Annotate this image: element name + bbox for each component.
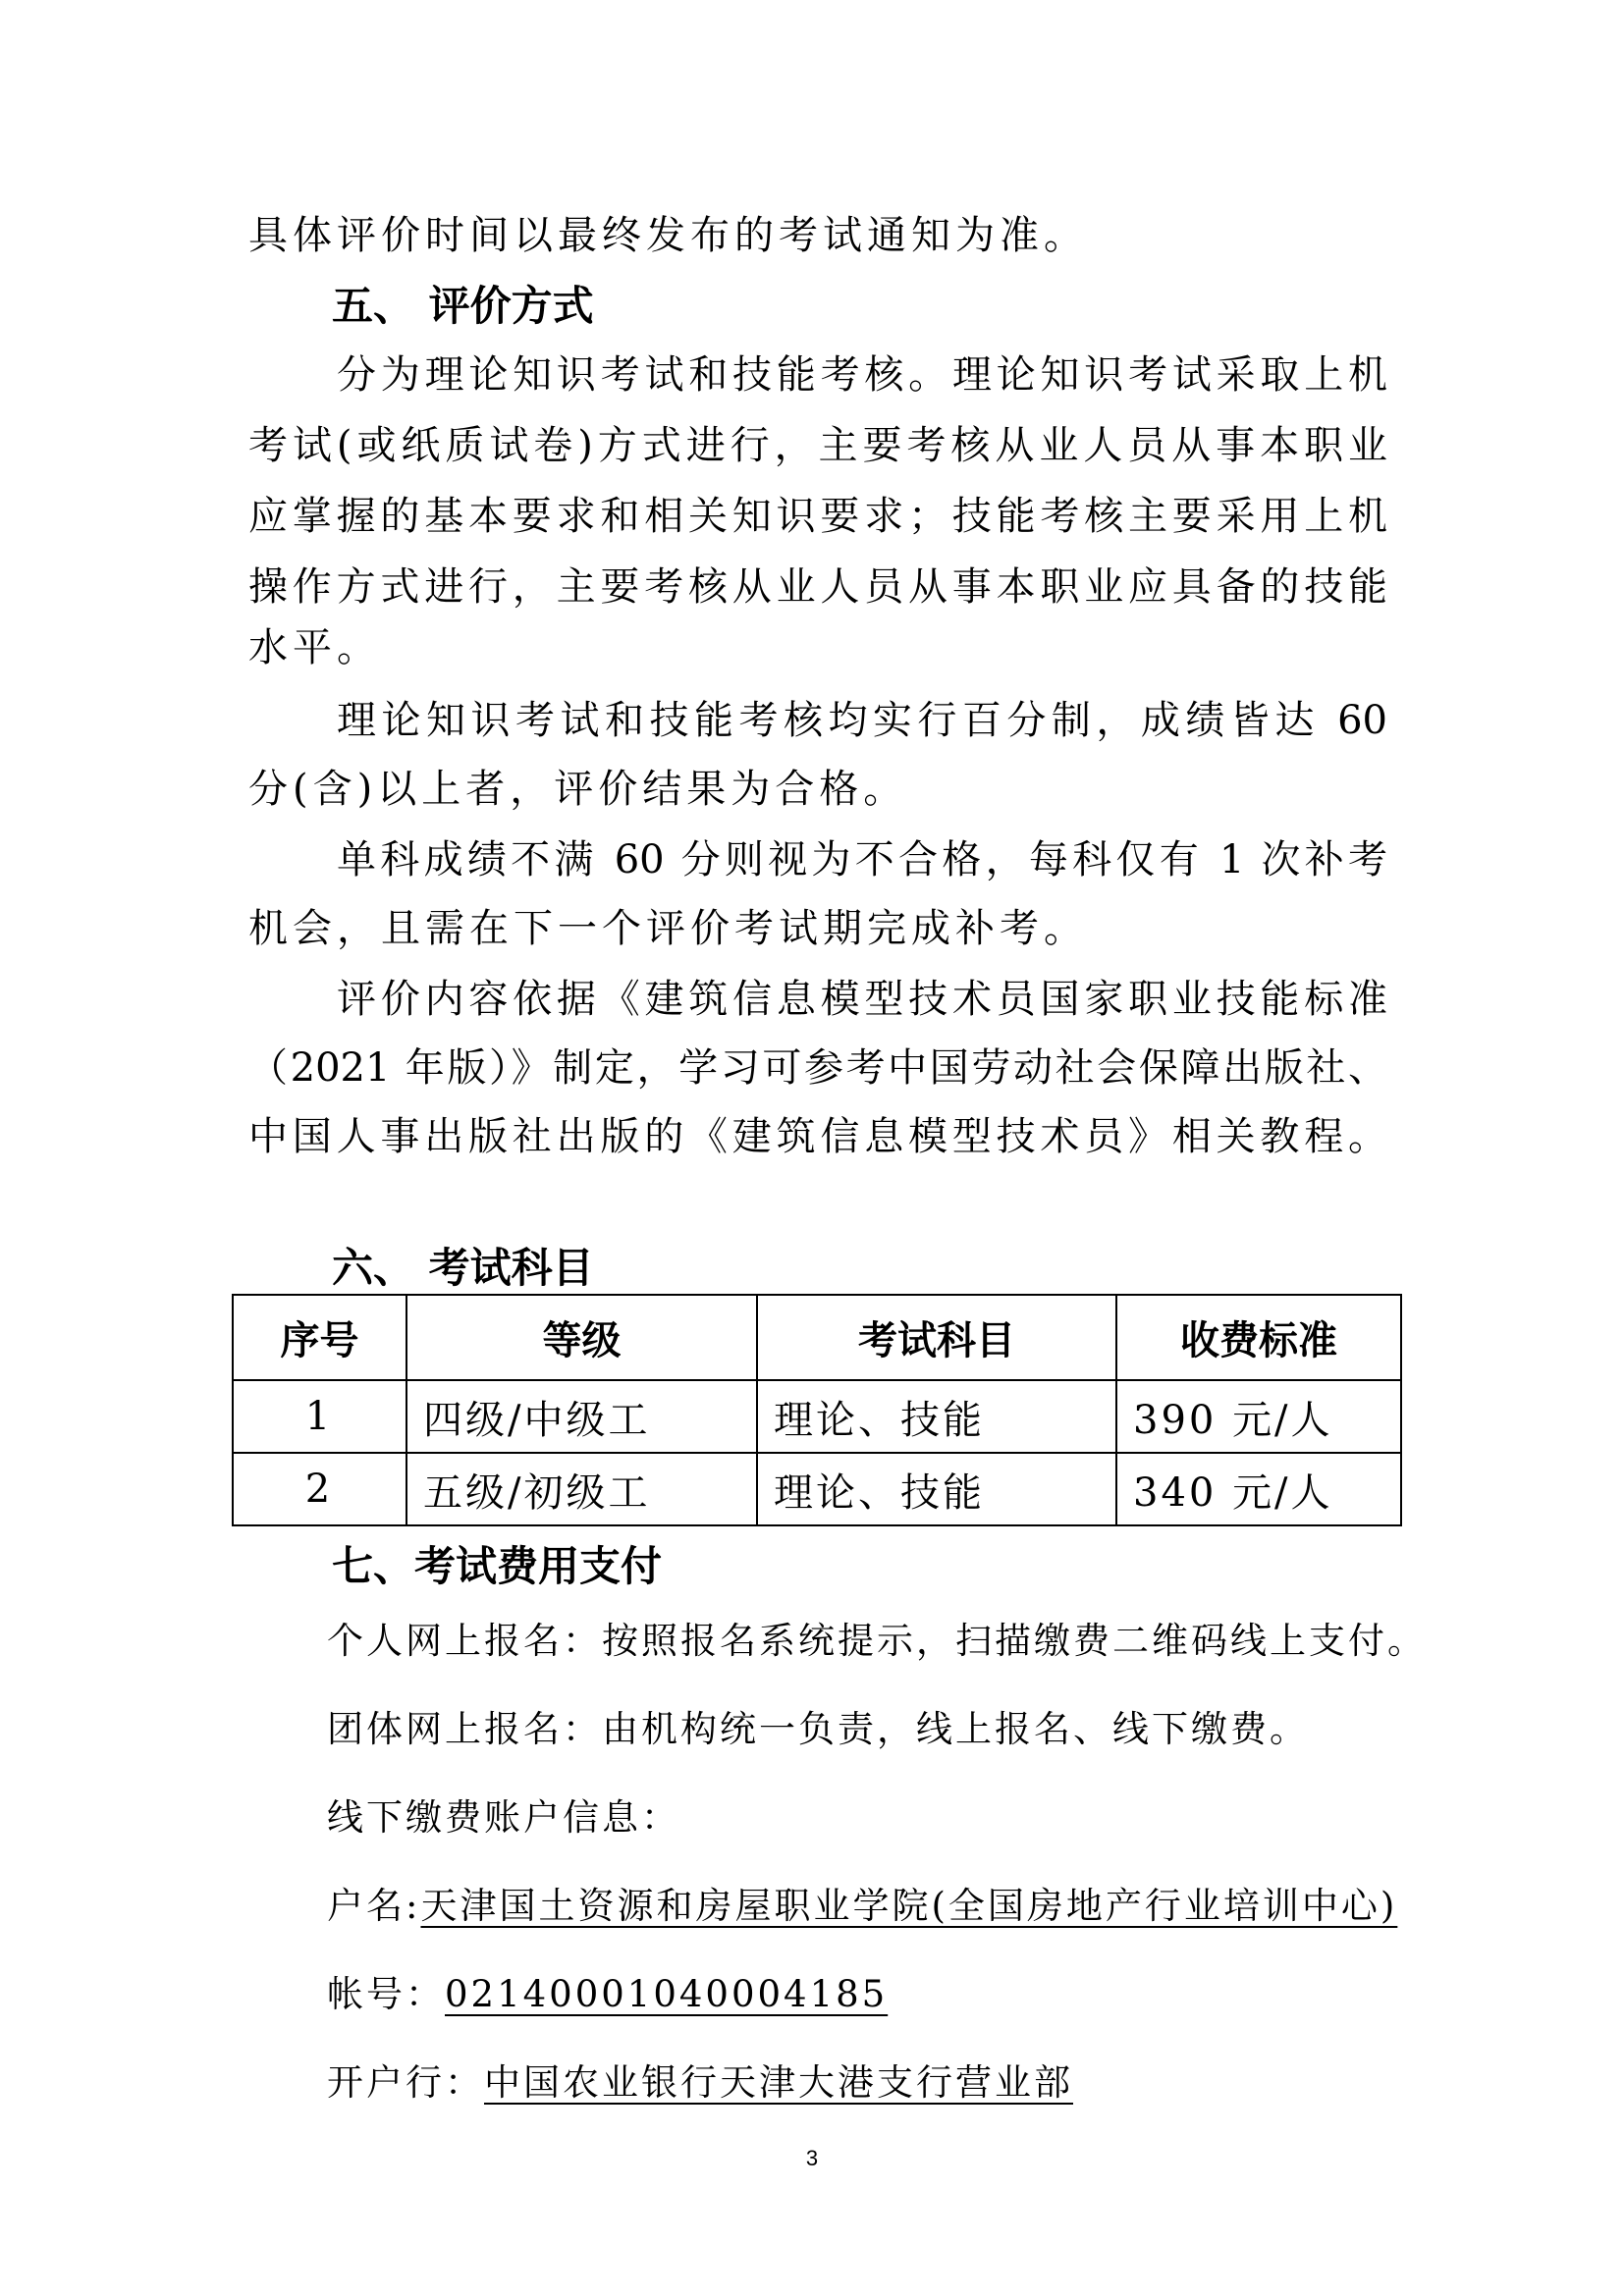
section5-para1-line1: 分为理论知识考试和技能考核。理论知识考试采取上机 <box>337 352 1387 398</box>
account-name-row <box>327 1877 1397 1936</box>
row-index: 1 <box>233 1380 406 1453</box>
row-subject: 理论、技能 <box>757 1453 1116 1525</box>
section5-para4-line3: 中国人事出版社出版的《建筑信息模型技术员》相关教程。 <box>248 1114 1387 1159</box>
section7-heading: 七、考试费用支付 <box>332 1542 663 1590</box>
bank-label: 开户行： <box>327 2061 484 2104</box>
bank-row <box>327 2054 1073 2112</box>
header-fee: 收费标准 <box>1116 1295 1401 1380</box>
intro-line: 具体评价时间以最终发布的考试通知为准。 <box>248 213 1088 258</box>
section5-para1-line4: 操作方式进行，主要考核从业人员从事本职业应具备的技能 <box>248 564 1387 610</box>
table-row <box>233 1380 1401 1453</box>
group-payment: 团体网上报名：由机构统一负责，线上报名、线下缴费。 <box>327 1708 1309 1750</box>
row-subject: 理论、技能 <box>757 1380 1116 1453</box>
section5-para1-line5: 水平。 <box>248 625 381 670</box>
header-level: 等级 <box>406 1295 757 1380</box>
section5-para4-line2: （2021 年版）》制定，学习可参考中国劳动社会保障出版社、 <box>248 1045 1387 1091</box>
offline-account-title: 线下缴费账户信息： <box>327 1796 680 1839</box>
account-number-value: 02140001040004185 <box>445 1973 889 2015</box>
section5-para1-line3: 应掌握的基本要求和相关知识要求；技能考核主要采用上机 <box>248 494 1387 539</box>
section5-heading: 五、 评价方式 <box>332 282 594 330</box>
section5-para3-line1: 单科成绩不满 60 分则视为不合格，每科仅有 1 次补考 <box>337 837 1387 882</box>
row-level: 四级/中级工 <box>406 1380 757 1453</box>
row-index: 2 <box>233 1453 406 1525</box>
header-subject: 考试科目 <box>757 1295 1116 1380</box>
row-fee: 390 元/人 <box>1116 1380 1401 1453</box>
section6-heading: 六、 考试科目 <box>332 1244 594 1292</box>
bank-value: 中国农业银行天津大港支行营业部 <box>484 2061 1073 2104</box>
account-name-value: 天津国土资源和房屋职业学院(全国房地产行业培训中心) <box>420 1885 1398 1927</box>
account-name-label: 户名: <box>327 1885 421 1927</box>
section5-para3-line2: 机会，且需在下一个评价考试期完成补考。 <box>248 906 1088 951</box>
account-number-label: 帐号： <box>327 1973 445 2015</box>
header-index: 序号 <box>233 1295 406 1380</box>
account-number-row <box>327 1965 888 2024</box>
row-fee: 340 元/人 <box>1116 1453 1401 1525</box>
row-level: 五级/初级工 <box>406 1453 757 1525</box>
section5-para1-line2: 考试(或纸质试卷)方式进行，主要考核从业人员从事本职业 <box>248 423 1387 468</box>
exam-subjects-table <box>232 1294 1402 1526</box>
table-row <box>233 1453 1401 1525</box>
section5-para2-line2: 分(含)以上者，评价结果为合格。 <box>248 767 908 812</box>
individual-payment: 个人网上报名：按照报名系统提示，扫描缴费二维码线上支付。 <box>327 1620 1427 1662</box>
section5-para4-line1: 评价内容依据《建筑信息模型技术员国家职业技能标准 <box>337 977 1387 1022</box>
section5-para2-line1: 理论知识考试和技能考核均实行百分制，成绩皆达 60 <box>337 698 1387 743</box>
table-header-row <box>233 1295 1401 1380</box>
page-number: 3 <box>805 2146 819 2170</box>
